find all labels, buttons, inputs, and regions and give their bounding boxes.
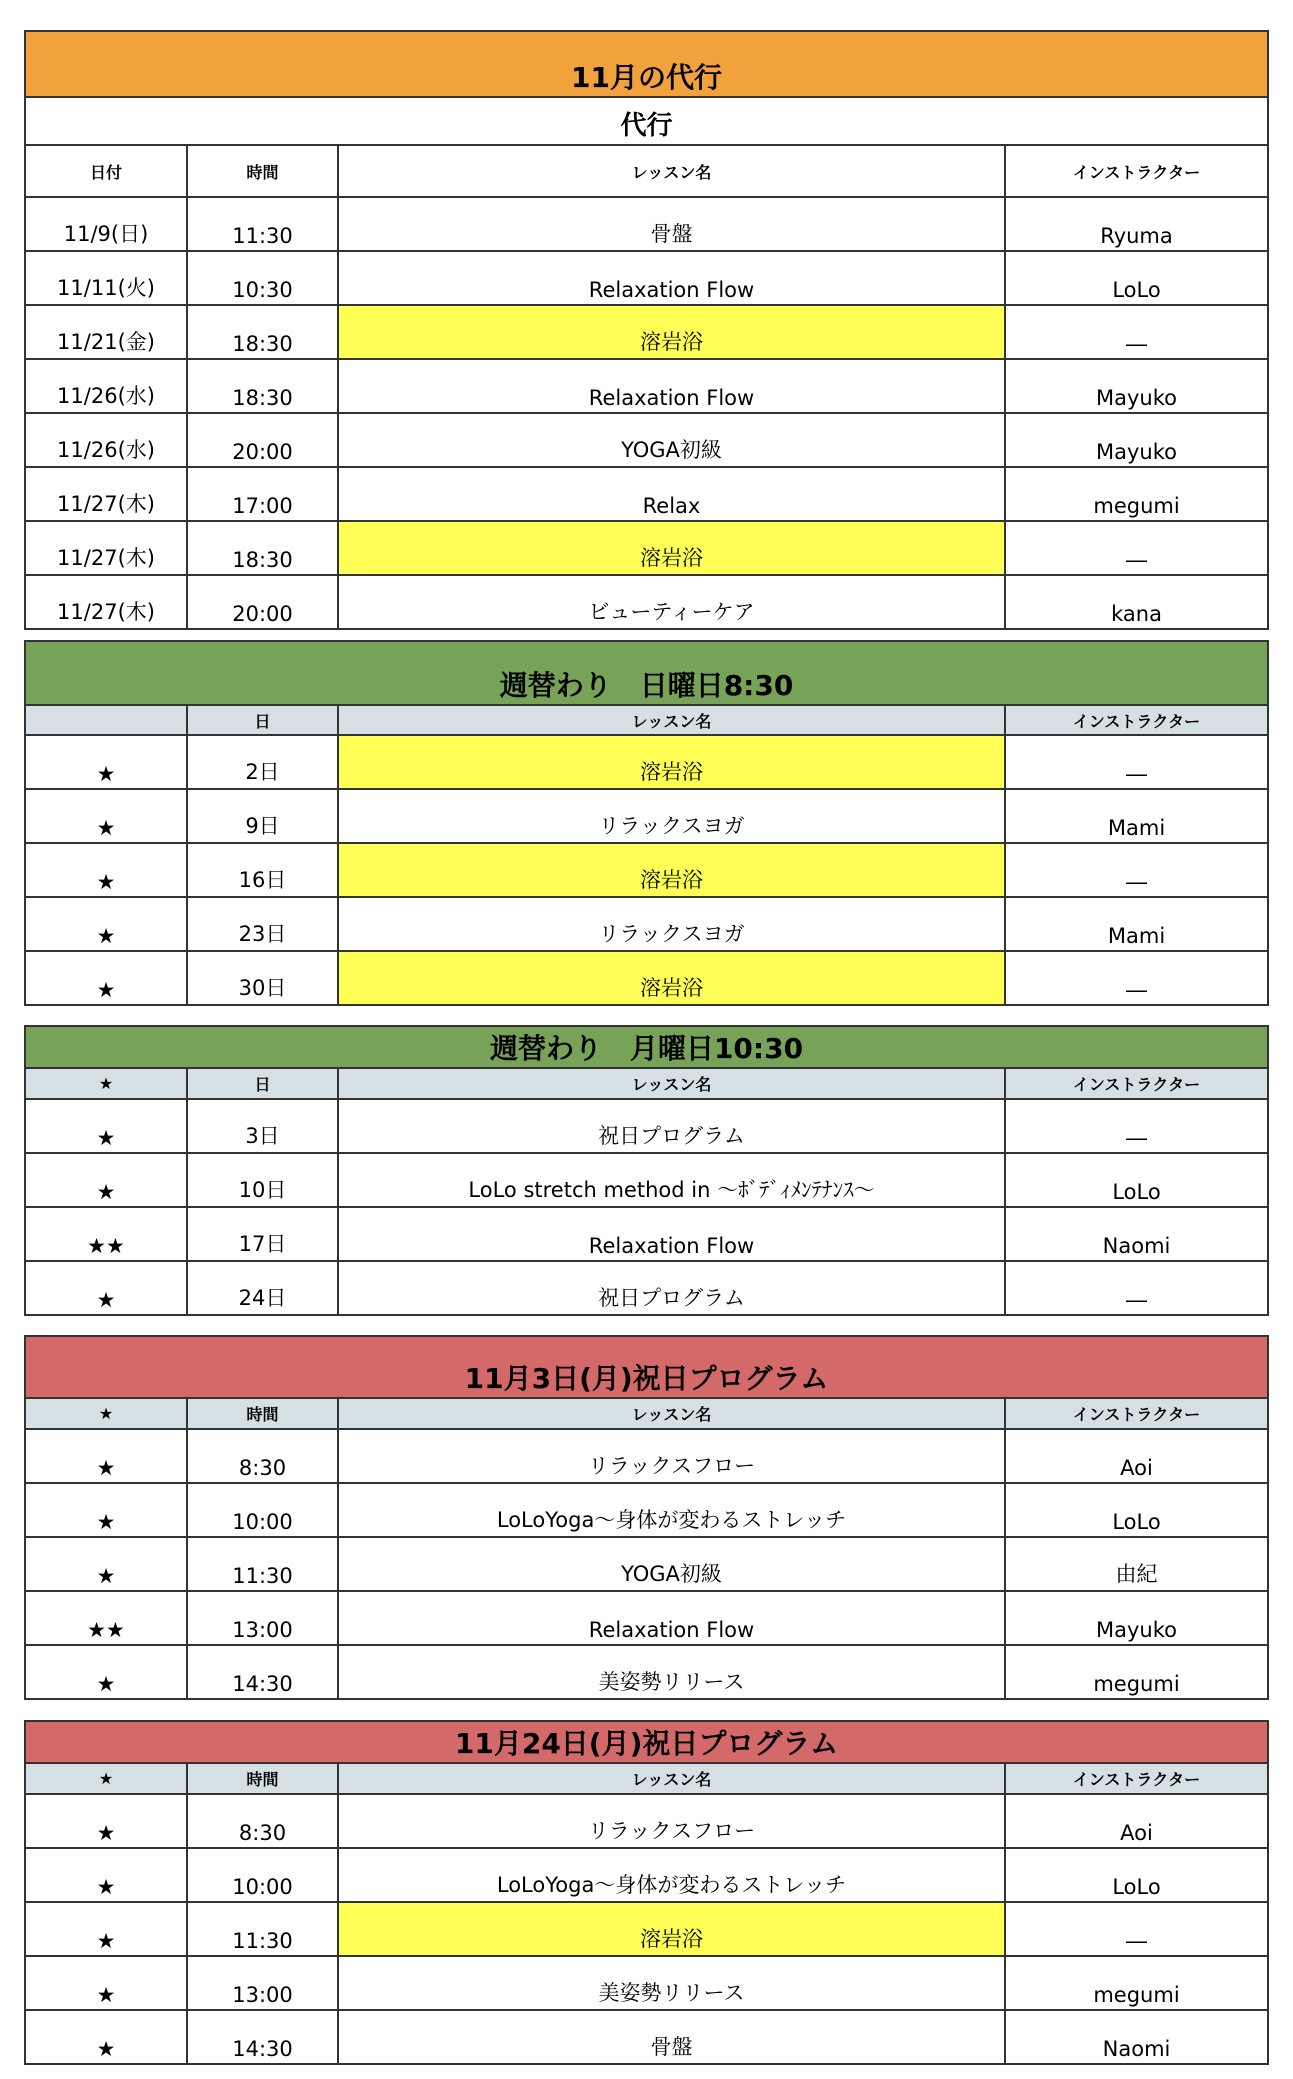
col-header-instructor: インストラクター [1005,1763,1268,1794]
time-cell: 13:00 [187,1956,338,2010]
day-cell: 23日 [187,897,338,951]
instructor-cell: Ryuma [1005,197,1268,251]
instructor-cell: LoLo [1005,251,1268,305]
time-cell: 14:30 [187,2010,338,2064]
lesson-cell: 骨盤 [338,197,1005,251]
star-mark: ★ [25,951,187,1005]
lesson-cell: 骨盤 [338,2010,1005,2064]
table-row [25,1207,1268,1261]
time-cell: 18:30 [187,305,338,359]
lesson-cell: Relaxation Flow [338,1591,1005,1645]
col-header-mark: ★ [25,1068,187,1099]
sunday-weekly-table [24,640,1269,1006]
lesson-cell: 溶岩浴 [338,951,1005,1005]
date-cell: 11/27(木) [25,575,187,629]
day-cell: 24日 [187,1261,338,1315]
col-header-lesson: レッスン名 [338,1763,1005,1794]
lesson-cell: 溶岩浴 [338,843,1005,897]
instructor-cell: Aoi [1005,1794,1268,1848]
time-cell: 11:30 [187,197,338,251]
instructor-cell: kana [1005,575,1268,629]
lesson-cell: 溶岩浴 [338,521,1005,575]
instructor-cell: ― [1005,843,1268,897]
lesson-cell: Relaxation Flow [338,251,1005,305]
holiday-nov3-title: 11月3日(月)祝日プログラム [25,1336,1268,1398]
star-mark: ★ [25,789,187,843]
table-row [25,1429,1268,1483]
time-cell: 8:30 [187,1429,338,1483]
table-row [25,1537,1268,1591]
table-row [25,897,1268,951]
time-cell: 11:30 [187,1537,338,1591]
substitute-subtitle: 代行 [25,97,1268,145]
lesson-cell: YOGA初級 [338,413,1005,467]
table-row [25,521,1268,575]
date-cell: 11/26(水) [25,359,187,413]
col-header-lesson: レッスン名 [338,705,1005,735]
date-cell: 11/21(金) [25,305,187,359]
date-cell: 11/27(木) [25,521,187,575]
lesson-cell: 溶岩浴 [338,1902,1005,1956]
table-row [25,413,1268,467]
table-row [25,197,1268,251]
substitute-title: 11月の代行 [25,31,1268,97]
table-row [25,1645,1268,1699]
col-header-instructor: インストラクター [1005,145,1268,197]
table-row [25,467,1268,521]
star-mark: ★ [25,1645,187,1699]
lesson-cell: 溶岩浴 [338,735,1005,789]
lesson-cell: リラックスヨガ [338,789,1005,843]
instructor-cell: ― [1005,305,1268,359]
table-row [25,1848,1268,1902]
col-header-mark: ★ [25,1763,187,1794]
table-row [25,359,1268,413]
star-mark: ★ [25,2010,187,2064]
date-cell: 11/11(火) [25,251,187,305]
holiday-nov3-table [24,1335,1269,1700]
star-mark: ★ [25,1956,187,2010]
table-row [25,735,1268,789]
col-header-lesson: レッスン名 [338,1398,1005,1429]
table-row [25,1099,1268,1153]
table-row [25,1591,1268,1645]
instructor-cell: megumi [1005,1645,1268,1699]
lesson-cell: LoLoYoga～身体が変わるストレッチ [338,1483,1005,1537]
instructor-cell: ― [1005,1261,1268,1315]
star-mark: ★ [25,897,187,951]
time-cell: 20:00 [187,413,338,467]
day-cell: 16日 [187,843,338,897]
instructor-cell: ― [1005,1902,1268,1956]
star-mark: ★ [25,1902,187,1956]
lesson-cell: リラックスフロー [338,1794,1005,1848]
star-mark: ★ [25,1099,187,1153]
instructor-cell: LoLo [1005,1483,1268,1537]
table-row [25,1956,1268,2010]
col-header-time: 時間 [187,1763,338,1794]
time-cell: 11:30 [187,1902,338,1956]
day-cell: 9日 [187,789,338,843]
sunday-weekly-title: 週替わり 日曜日8:30 [25,641,1268,705]
time-cell: 18:30 [187,521,338,575]
col-header-time: 時間 [187,1398,338,1429]
table-row [25,1153,1268,1207]
instructor-cell: 由紀 [1005,1537,1268,1591]
lesson-cell: 美姿勢リリース [338,1645,1005,1699]
instructor-cell: megumi [1005,467,1268,521]
instructor-cell: LoLo [1005,1153,1268,1207]
star-mark: ★ [25,735,187,789]
star-mark: ★ [25,1537,187,1591]
instructor-cell: ― [1005,521,1268,575]
time-cell: 10:00 [187,1483,338,1537]
star-mark: ★ [25,1794,187,1848]
table-row [25,2010,1268,2064]
table-row [25,1902,1268,1956]
time-cell: 8:30 [187,1794,338,1848]
lesson-cell: リラックスフロー [338,1429,1005,1483]
lesson-cell: Relaxation Flow [338,359,1005,413]
star-mark: ★ [25,1483,187,1537]
col-header-day: 日 [187,705,338,735]
star-mark: ★ [25,1261,187,1315]
date-cell: 11/9(日) [25,197,187,251]
time-cell: 10:00 [187,1848,338,1902]
col-header-instructor: インストラクター [1005,705,1268,735]
instructor-cell: megumi [1005,1956,1268,2010]
day-cell: 3日 [187,1099,338,1153]
instructor-cell: ― [1005,1099,1268,1153]
col-header-instructor: インストラクター [1005,1398,1268,1429]
day-cell: 30日 [187,951,338,1005]
instructor-cell: Mayuko [1005,413,1268,467]
lesson-cell: Relaxation Flow [338,1207,1005,1261]
star-mark: ★★ [25,1207,187,1261]
col-header-mark [25,705,187,735]
holiday-nov24-table [24,1720,1269,2065]
table-row [25,843,1268,897]
lesson-cell: 溶岩浴 [338,305,1005,359]
instructor-cell: ― [1005,951,1268,1005]
instructor-cell: Aoi [1005,1429,1268,1483]
lesson-cell: リラックスヨガ [338,897,1005,951]
table-row [25,305,1268,359]
star-mark: ★ [25,843,187,897]
table-row [25,789,1268,843]
lesson-cell: LoLo stretch method in ～ﾎﾞﾃﾞｨﾒﾝﾃﾅﾝｽ～ [338,1153,1005,1207]
instructor-cell: Naomi [1005,2010,1268,2064]
col-header-time: 時間 [187,145,338,197]
time-cell: 13:00 [187,1591,338,1645]
instructor-cell: Mayuko [1005,1591,1268,1645]
time-cell: 20:00 [187,575,338,629]
lesson-cell: Relax [338,467,1005,521]
table-row [25,1483,1268,1537]
time-cell: 17:00 [187,467,338,521]
col-header-day: 日 [187,1068,338,1099]
day-cell: 17日 [187,1207,338,1261]
star-mark: ★ [25,1848,187,1902]
table-row [25,951,1268,1005]
col-header-date: 日付 [25,145,187,197]
date-cell: 11/27(木) [25,467,187,521]
holiday-nov24-title: 11月24日(月)祝日プログラム [25,1721,1268,1763]
lesson-cell: ビューティーケア [338,575,1005,629]
table-row [25,1261,1268,1315]
time-cell: 14:30 [187,1645,338,1699]
table-row [25,1794,1268,1848]
table-row [25,251,1268,305]
time-cell: 10:30 [187,251,338,305]
monday-weekly-table [24,1025,1269,1316]
time-cell: 18:30 [187,359,338,413]
lesson-cell: 祝日プログラム [338,1261,1005,1315]
col-header-lesson: レッスン名 [338,1068,1005,1099]
day-cell: 2日 [187,735,338,789]
instructor-cell: LoLo [1005,1848,1268,1902]
col-header-mark: ★ [25,1398,187,1429]
table-row [25,575,1268,629]
lesson-cell: 美姿勢リリース [338,1956,1005,2010]
monday-weekly-title: 週替わり 月曜日10:30 [25,1026,1268,1068]
col-header-instructor: インストラクター [1005,1068,1268,1099]
star-mark: ★ [25,1153,187,1207]
lesson-cell: 祝日プログラム [338,1099,1005,1153]
lesson-cell: YOGA初級 [338,1537,1005,1591]
instructor-cell: Mami [1005,789,1268,843]
date-cell: 11/26(水) [25,413,187,467]
instructor-cell: ― [1005,735,1268,789]
instructor-cell: Naomi [1005,1207,1268,1261]
lesson-cell: LoLoYoga～身体が変わるストレッチ [338,1848,1005,1902]
instructor-cell: Mayuko [1005,359,1268,413]
col-header-lesson: レッスン名 [338,145,1005,197]
star-mark: ★★ [25,1591,187,1645]
instructor-cell: Mami [1005,897,1268,951]
star-mark: ★ [25,1429,187,1483]
day-cell: 10日 [187,1153,338,1207]
substitute-table [24,30,1269,630]
